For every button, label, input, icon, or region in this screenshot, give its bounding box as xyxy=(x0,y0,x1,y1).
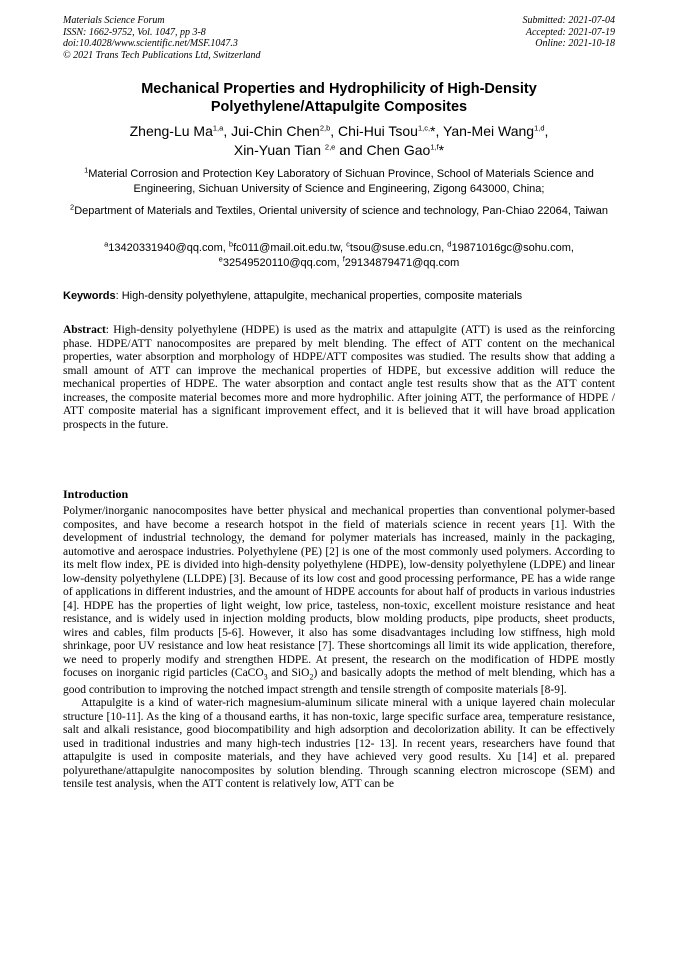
email-mark: a xyxy=(104,239,109,249)
journal-name: Materials Science Forum xyxy=(63,15,165,26)
author-affiliation-mark: 2,e xyxy=(324,142,336,152)
author-line-2 xyxy=(60,141,618,160)
issn-line: ISSN: 1662-9752, Vol. 1047, pp 3-8 xyxy=(63,26,206,38)
author-name: Xin-Yuan Tian xyxy=(233,142,325,158)
paragraph-text: ) and basically adopts the method of melt blending, which has a good contribution to improving the notched impact strength and tensile strength of composite materials [8-9]. xyxy=(63,667,615,696)
paper-title xyxy=(60,80,618,116)
journal-header-left xyxy=(63,15,261,61)
keywords xyxy=(63,289,615,303)
email-list xyxy=(62,241,616,271)
author-conjunction: and xyxy=(335,142,367,158)
email-mark: d xyxy=(447,239,452,249)
affiliation-1 xyxy=(62,167,616,197)
keywords-label: Keywords xyxy=(63,290,116,302)
abstract-label: Abstract xyxy=(63,324,106,336)
author-affiliation-mark: 1,c, xyxy=(417,123,431,133)
title-line-1: Mechanical Properties and Hydrophilicity of High-Density xyxy=(141,81,537,97)
online-date: Online: 2021-10-18 xyxy=(535,38,615,49)
email-mark: c xyxy=(346,239,350,249)
email-address: 13420331940@qq.com, xyxy=(108,242,229,254)
paragraph-text: and SiO xyxy=(267,667,310,679)
title-line-2: Polyethylene/Attapulgite Composites xyxy=(210,99,468,115)
author-name: Jui-Chin Chen xyxy=(231,123,320,139)
author-name: Chi-Hui Tsou xyxy=(338,123,418,139)
author-name: Zheng-Lu Ma xyxy=(129,123,213,139)
author-affiliation-mark: 2,b xyxy=(319,123,331,133)
doi-line: doi:10.4028/www.scientific.net/MSF.1047.3 xyxy=(63,38,238,49)
author-affiliation-mark: 1,f xyxy=(430,142,439,152)
subscript: 3 xyxy=(263,672,268,682)
intro-paragraph-2: Attapulgite is a kind of water-rich magnesium-aluminum silicate mineral with a unique layered chain molecular structure [10-11]. As the king of a thousand earths, it has non-toxic, large specific surface area, temperature resistance, salt and alkali resistance, good biocompatibility and high adsorption and decolorization ability. It can be effectively used in traditional industries and many high-tech industries [12- 13]. In recent years, researchers have found that attapulgite is used in composite materials, and they have achieved very good results. Xu [14] et al. prepared polyurethane/attapulgite nanocomposites by solution blending. Through scanning electron microscope (SEM) and tensile test analysis, when the ATT content is relatively low, ATT can be xyxy=(63,697,615,791)
author-separator: , xyxy=(435,123,444,139)
accepted-date: Accepted: 2021-07-19 xyxy=(525,26,615,38)
journal-header-right xyxy=(523,15,616,50)
copyright-line: © 2021 Trans Tech Publications Ltd, Switzerland xyxy=(63,49,261,61)
affiliation-mark: 2 xyxy=(70,202,75,212)
corresponding-star: * xyxy=(430,123,436,139)
affiliation-2 xyxy=(62,204,616,219)
email-address: 32549520110@qq.com, xyxy=(222,257,343,269)
email-address: tsou@suse.edu.cn, xyxy=(349,242,448,254)
email-line-1 xyxy=(62,241,616,256)
author-affiliation-mark: 1,d xyxy=(534,123,545,133)
abstract-text: : High-density polyethylene (HDPE) is used as the matrix and attapulgite (ATT) is used as the reinforcing phase. HDPE/ATT nanocomposites are prepared by melt blending. The effect of ATT content on the mechanical properties, water absorption and morphology of HDPE/ATT composites was studied. The results show that adding a small amount of ATT can improve the mechanical properties of HDPE, but excessive addition will reduce the mechanical properties of HDPE. The water absorption and contact angle test results show that as the ATT content increases, the composite material becomes more and more hydrophilic. After joining ATT, the performance of HDPE / ATT composite material has a significant improvement effect, and it is believed that it will have broad application prospects in the future. xyxy=(63,324,615,431)
affiliation-text: Department of Materials and Textiles, Oriental university of science and technology, Pan-Chiao 22064, Taiwan xyxy=(74,205,608,217)
affiliation-text: Material Corrosion and Protection Key Laboratory of Sichuan Province, School of Materials Science and Engineering, Sichuan University of Science and Engineering, Zigong 643000, China; xyxy=(88,168,594,195)
submitted-date: Submitted: 2021-07-04 xyxy=(522,15,615,26)
paragraph-text: Polymer/inorganic nanocomposites have better physical and mechanical properties than conventional polymer-based composites, and have become a research hotspot in the field of materials science in recent years [1]. With the development of industrial technology, the demand for polymer materials has increased, mainly in the packaging, automotive and aerospace industries. Polyethylene (PE) [2] is one of the most commonly used polymers. According to its melt flow index, PE is divided into high-density polyethylene (HDPE), low-density polyethylene (LDPE) and linear low-density polyethylene (LLDPE) [3]. Because of its low cost and good processing performance, PE has a wide range of applications in different industries, and the amount of HDPE accounts for about half of products in various industries [4]. HDPE has the properties of light weight, low price, tasteless, non-toxic, excellent moisture resistance and heat resistance, and is widely used in injection molding products, blow molding products, pipe products, sheet products, wires and cables, film products [5-6]. However, it also has some disadvantages including low stiffness, high mold shrinkage, poor UV resistance and low heat resistance [7]. These shortcomings all limit its wide application, therefore, we need to properly modify and strengthen HDPE. At present, the research on the modification of HDPE mostly focuses on inorganic rigid particles (CaCO xyxy=(63,505,615,679)
author-separator: , xyxy=(330,123,339,139)
author-name: Yan-Mei Wang xyxy=(443,123,535,139)
author-separator: , xyxy=(544,123,549,139)
subscript: 2 xyxy=(309,672,314,682)
email-mark: e xyxy=(218,254,223,264)
email-address: 19871016gc@sohu.com, xyxy=(451,242,574,254)
email-mark: f xyxy=(342,254,345,264)
email-mark: b xyxy=(228,239,234,249)
author-affiliation-mark: 1,a xyxy=(212,123,224,133)
author-list xyxy=(60,122,618,160)
author-line-1 xyxy=(60,122,618,141)
corresponding-star: * xyxy=(438,142,445,158)
email-address: 29134879471@qq.com xyxy=(344,257,460,269)
introduction-body xyxy=(63,505,615,792)
author-separator: , xyxy=(223,123,232,139)
intro-paragraph-1 xyxy=(63,505,615,697)
email-line-2 xyxy=(62,256,616,271)
affiliation-mark: 1 xyxy=(84,165,89,175)
introduction-heading: Introduction xyxy=(63,487,129,501)
author-name: Chen Gao xyxy=(366,142,431,158)
abstract xyxy=(63,324,615,432)
keywords-text: : High-density polyethylene, attapulgite, mechanical properties, composite materials xyxy=(115,290,523,302)
email-address: fc011@mail.oit.edu.tw, xyxy=(233,242,347,254)
